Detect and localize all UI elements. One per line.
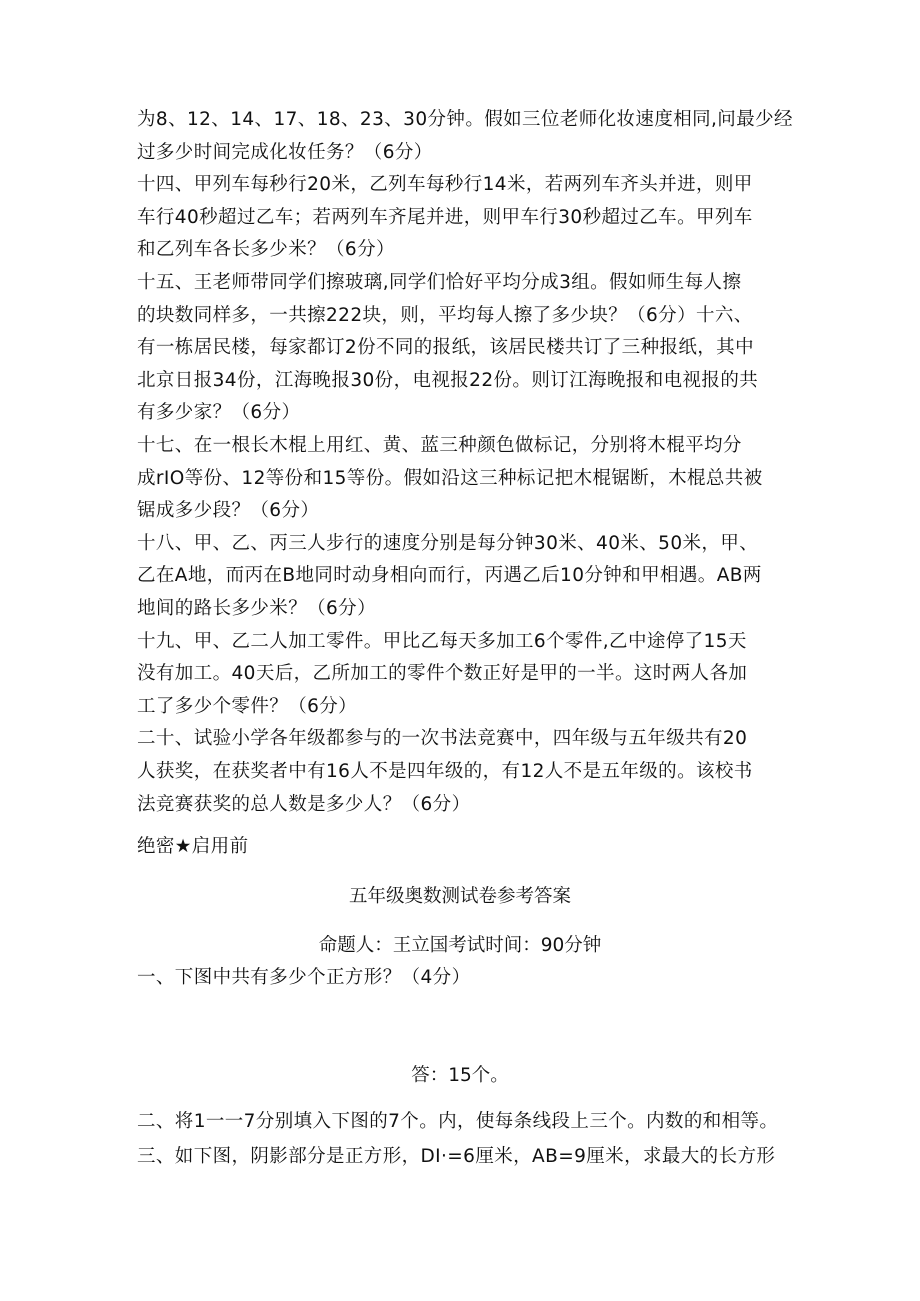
text-line: 人获奖，在获奖者中有16人不是四年级的，有12人不是五年级的。该校书: [137, 761, 753, 782]
author-line: 命题人：王立国考试时间：90分钟: [318, 935, 602, 956]
secret-label: 绝密★启用前: [137, 836, 249, 857]
text-line: 十八、甲、乙、丙三人步行的速度分别是每分钟30米、40米、50米，甲、: [137, 533, 759, 554]
question-one: 一、下图中共有多少个正方形？（4分）: [137, 967, 471, 988]
text-line: 法竞赛获奖的总人数是多少人？（6分）: [137, 794, 471, 815]
text-line: 十九、甲、乙二人加工零件。甲比乙每天多加工6个零件,乙中途停了15天: [137, 631, 747, 652]
text-line: 十四、甲列车每秒行20米，乙列车每秒行14米，若两列车齐头并进，则甲: [137, 174, 753, 195]
text-line: 为8、12、14、17、18、23、30分钟。假如三位老师化妆速度相同,问最少经: [137, 109, 793, 130]
text-line: 北京日报34份，江海晚报30份，电视报22份。则订江海晚报和电视报的共: [137, 370, 759, 391]
text-line: 和乙列车各长多少米？（6分）: [137, 239, 395, 260]
text-line: 有一栋居民楼，每家都订2份不同的报纸，该居民楼共订了三种报纸，其中: [137, 337, 754, 358]
answer-title: 五年级奥数测试卷参考答案: [348, 886, 571, 907]
text-line: 车行40秒超过乙车；若两列车齐尾并进，则甲车行30秒超过乙车。甲列车: [137, 207, 753, 228]
question-two: 二、将1一一7分别填入下图的7个。内，使每条线段上三个。内数的和相等。: [137, 1111, 779, 1132]
question-three: 三、如下图，阴影部分是正方形，DI·=6厘米，AB=9厘米，求最大的长方形: [137, 1146, 776, 1167]
text-line: 二十、试验小学各年级都参与的一次书法竞赛中，四年级与五年级共有20: [137, 728, 748, 749]
text-line: 十七、在一根长木棍上用红、黄、蓝三种颜色做标记，分别将木棍平均分: [137, 435, 742, 456]
text-line: 成rIO等份、12等份和15等份。假如沿这三种标记把木棍锯断，木棍总共被: [137, 468, 763, 489]
text-line: 过多少时间完成化妆任务？（6分）: [137, 142, 433, 163]
text-line: 乙在A地，而丙在B地同时动身相向而行，丙遇乙后10分钟和甲相遇。AB两: [137, 565, 762, 586]
text-line: 的块数同样多，一共擦222块，则，平均每人擦了多少块？（6分）十六、: [137, 305, 753, 326]
text-line: 锯成多少段？（6分）: [137, 500, 320, 521]
text-line: 有多少家？（6分）: [137, 402, 301, 423]
text-line: 没有加工。40天后，乙所加工的零件个数正好是甲的一半。这时两人各加: [137, 663, 748, 684]
text-line: 地间的路长多少米？（6分）: [137, 598, 376, 619]
text-line: 十五、王老师带同学们擦玻璃,同学们恰好平均分成3组。假如师生每人擦: [137, 272, 742, 293]
answer-one: 答：15个。: [411, 1065, 509, 1086]
text-line: 工了多少个零件？（6分）: [137, 696, 358, 717]
